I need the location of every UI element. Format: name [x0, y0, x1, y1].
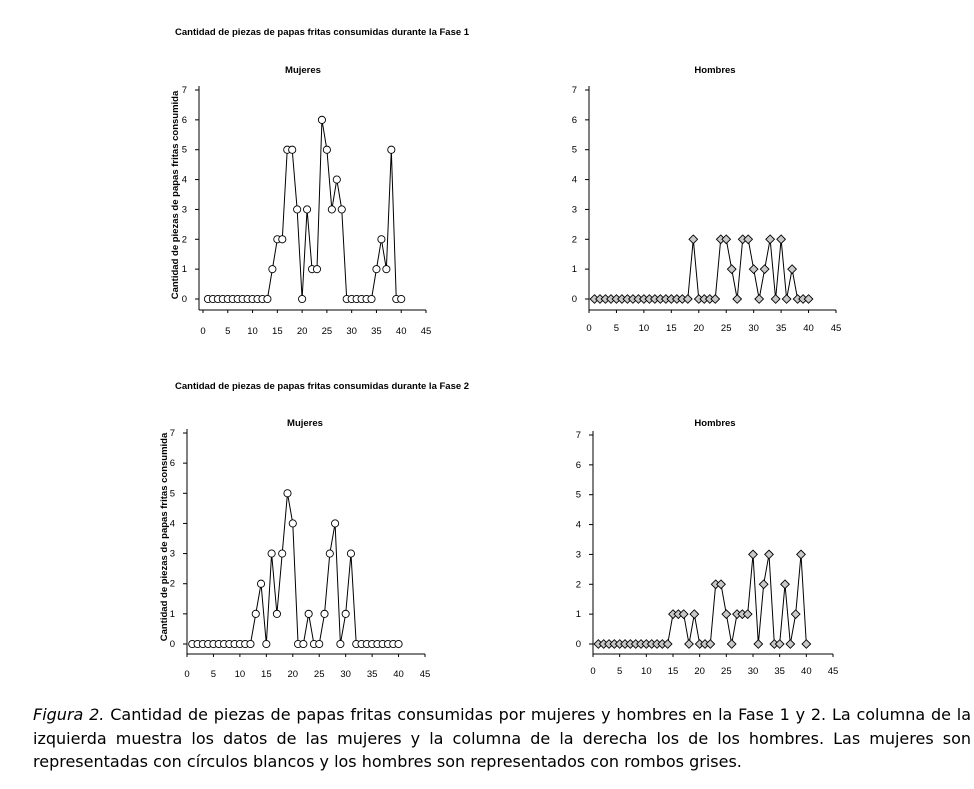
- figure-caption: [33, 703, 971, 774]
- y-tick-label: 5: [181, 144, 187, 156]
- data-point: [313, 266, 320, 273]
- data-point: [755, 295, 764, 304]
- chart-fase1-hombres: [572, 65, 842, 334]
- data-point: [289, 520, 296, 527]
- x-tick-label: 25: [721, 666, 732, 677]
- y-axis-label: Cantidad de piezas de papas fritas consumida: [170, 90, 181, 300]
- data-point: [338, 206, 345, 213]
- x-tick-label: 0: [184, 669, 190, 680]
- y-tick-label: 0: [181, 294, 187, 305]
- x-tick-label: 20: [296, 326, 308, 337]
- data-point: [373, 266, 380, 273]
- series-line: [598, 554, 806, 644]
- data-point: [685, 640, 694, 649]
- data-point: [771, 295, 780, 304]
- data-point: [342, 610, 349, 617]
- x-tick-label: 15: [666, 323, 677, 334]
- y-tick-label: 7: [169, 428, 175, 439]
- data-point: [326, 550, 333, 557]
- x-tick-label: 20: [694, 666, 705, 677]
- data-point: [328, 206, 335, 213]
- y-tick-label: 1: [571, 264, 577, 276]
- x-tick-label: 45: [830, 323, 842, 334]
- data-point: [305, 610, 312, 617]
- y-tick-label: 6: [169, 458, 175, 470]
- data-point: [706, 640, 715, 649]
- data-point: [398, 295, 405, 302]
- x-tick-label: 10: [638, 323, 650, 334]
- y-tick-label: 2: [571, 234, 577, 246]
- data-point: [711, 295, 720, 304]
- y-tick-label: 4: [169, 518, 175, 530]
- x-tick-label: 40: [393, 669, 404, 680]
- x-tick-label: 10: [247, 326, 258, 337]
- x-tick-label: 30: [748, 323, 759, 334]
- data-point: [749, 550, 758, 559]
- data-point: [388, 146, 395, 153]
- y-tick-label: 5: [169, 488, 175, 500]
- panel-title: Hombres: [694, 65, 736, 76]
- data-point: [766, 235, 775, 244]
- fase-2-title: Cantidad de piezas de papas fritas consumidas durante la Fase 2: [175, 381, 470, 392]
- data-point: [289, 146, 296, 153]
- y-tick-label: 0: [571, 294, 577, 305]
- chart-fase2-mujeres: [159, 418, 430, 680]
- y-tick-label: 1: [169, 608, 175, 620]
- data-point: [727, 640, 736, 649]
- data-point: [759, 580, 768, 589]
- y-tick-label: 0: [575, 639, 581, 650]
- data-point: [754, 640, 763, 649]
- data-point: [797, 550, 806, 559]
- data-point: [247, 640, 254, 647]
- x-tick-label: 35: [371, 326, 382, 337]
- x-tick-label: 5: [210, 669, 217, 680]
- chart-fase1-mujeres: [170, 65, 431, 337]
- panel-title: Mujeres: [287, 418, 323, 429]
- data-point: [395, 640, 402, 647]
- data-point: [321, 610, 328, 617]
- data-point: [722, 610, 731, 619]
- data-point: [252, 610, 259, 617]
- data-point: [264, 295, 271, 302]
- caption-label: Figura 2.: [33, 705, 105, 724]
- data-point: [383, 266, 390, 273]
- data-point: [337, 640, 344, 647]
- y-tick-label: 3: [181, 204, 187, 216]
- x-tick-label: 20: [693, 323, 705, 334]
- data-point: [331, 520, 338, 527]
- x-tick-label: 45: [419, 669, 431, 680]
- data-point: [749, 265, 758, 274]
- y-tick-label: 4: [571, 174, 577, 186]
- chart-fase2-hombres: [576, 418, 839, 677]
- x-tick-label: 0: [590, 666, 596, 677]
- y-tick-label: 6: [575, 459, 581, 471]
- y-tick-label: 7: [571, 85, 577, 96]
- x-tick-label: 30: [340, 669, 351, 680]
- data-point: [743, 610, 752, 619]
- x-tick-label: 5: [225, 326, 231, 337]
- data-point: [269, 266, 276, 273]
- data-point: [257, 580, 264, 587]
- data-point: [727, 265, 736, 274]
- data-point: [782, 295, 791, 304]
- data-point: [663, 640, 672, 649]
- y-tick-label: 7: [575, 430, 581, 441]
- x-tick-label: 30: [747, 666, 759, 677]
- data-point: [760, 265, 769, 274]
- x-tick-label: 10: [234, 669, 246, 680]
- x-tick-label: 15: [272, 326, 283, 337]
- data-point: [777, 235, 786, 244]
- series-line: [192, 493, 398, 644]
- x-tick-label: 35: [774, 666, 785, 677]
- x-tick-label: 25: [321, 326, 333, 337]
- data-point: [303, 206, 310, 213]
- data-point: [722, 235, 731, 244]
- data-point: [765, 550, 774, 559]
- data-point: [316, 640, 323, 647]
- data-point: [273, 610, 280, 617]
- x-tick-label: 10: [641, 666, 652, 677]
- data-point: [333, 176, 340, 183]
- y-tick-label: 4: [575, 519, 581, 531]
- data-point: [804, 295, 813, 304]
- x-tick-label: 0: [586, 323, 592, 334]
- series-line: [594, 239, 808, 299]
- y-tick-label: 2: [575, 579, 581, 591]
- y-tick-label: 6: [181, 114, 187, 126]
- y-tick-label: 7: [181, 85, 187, 96]
- y-axis-label: Cantidad de piezas de papas fritas consumida: [159, 432, 170, 642]
- x-tick-label: 35: [366, 669, 378, 680]
- x-tick-label: 25: [313, 669, 325, 680]
- y-tick-label: 3: [169, 548, 175, 560]
- x-tick-label: 45: [827, 666, 839, 677]
- y-tick-label: 6: [571, 114, 577, 126]
- y-tick-label: 0: [169, 639, 175, 650]
- data-point: [294, 206, 301, 213]
- data-point: [318, 116, 325, 123]
- data-point: [791, 610, 800, 619]
- data-point: [378, 236, 385, 243]
- data-point: [268, 550, 275, 557]
- y-tick-label: 2: [181, 234, 187, 246]
- data-point: [744, 235, 753, 244]
- y-tick-label: 1: [575, 609, 581, 621]
- y-tick-label: 5: [571, 144, 577, 156]
- y-tick-label: 3: [571, 204, 577, 216]
- data-point: [684, 295, 693, 304]
- data-point: [284, 490, 291, 497]
- y-tick-label: 5: [575, 489, 581, 501]
- data-point: [323, 146, 330, 153]
- x-tick-label: 20: [287, 669, 299, 680]
- y-tick-label: 1: [181, 264, 187, 276]
- x-tick-label: 5: [613, 323, 620, 334]
- data-point: [679, 610, 688, 619]
- y-tick-label: 3: [575, 549, 581, 561]
- x-tick-label: 25: [720, 323, 732, 334]
- x-tick-label: 5: [617, 666, 623, 677]
- data-point: [690, 610, 699, 619]
- data-point: [347, 550, 354, 557]
- data-point: [689, 235, 698, 244]
- data-point: [786, 640, 795, 649]
- x-tick-label: 40: [803, 323, 814, 334]
- data-point: [733, 295, 742, 304]
- x-tick-label: 45: [420, 326, 432, 337]
- data-point: [279, 236, 286, 243]
- panel-title: Mujeres: [285, 65, 321, 76]
- fase-1-title: Cantidad de piezas de papas fritas consumidas durante la Fase 1: [175, 27, 470, 38]
- x-tick-label: 15: [261, 669, 272, 680]
- data-point: [775, 640, 784, 649]
- y-tick-label: 4: [181, 174, 187, 186]
- data-point: [299, 295, 306, 302]
- data-point: [788, 265, 797, 274]
- x-tick-label: 15: [667, 666, 679, 677]
- panel-title: Hombres: [694, 418, 736, 429]
- data-point: [717, 580, 726, 589]
- x-tick-label: 40: [395, 326, 407, 337]
- data-point: [802, 640, 811, 649]
- caption-text: Cantidad de piezas de papas fritas consumidas por mujeres y hombres en la Fase 1 y 2. La columna de la izquierda muestra los datos de las mujeres y la columna de la derecha los de los hombres. Las mujeres son representadas con círculos blancos y los hombres son representados con rombos grises.: [33, 705, 972, 771]
- data-point: [300, 640, 307, 647]
- x-tick-label: 0: [200, 326, 206, 337]
- y-tick-label: 2: [169, 578, 175, 590]
- x-tick-label: 30: [346, 326, 357, 337]
- data-point: [781, 580, 790, 589]
- data-point: [279, 550, 286, 557]
- x-tick-label: 40: [801, 666, 812, 677]
- data-point: [368, 295, 375, 302]
- data-point: [263, 640, 270, 647]
- x-tick-label: 35: [775, 323, 787, 334]
